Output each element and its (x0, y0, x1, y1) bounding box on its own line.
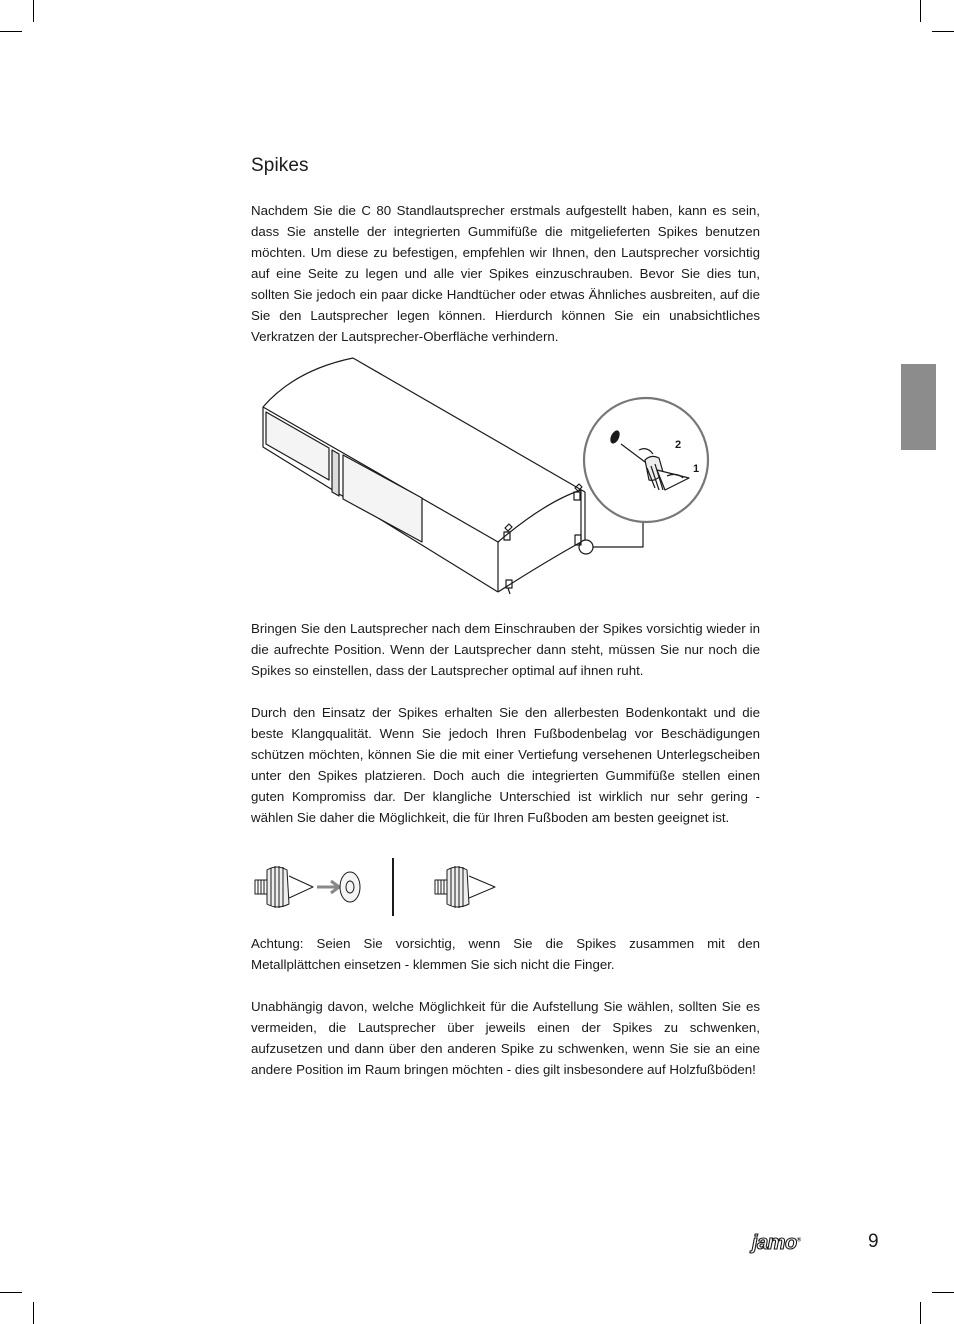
page-number: 9 (868, 1231, 879, 1252)
crop-mark (0, 1292, 22, 1293)
paragraph-intro: Nachdem Sie die C 80 Standlautsprecher erstmals aufgestellt haben, kann es sein, dass Sie anstelle der integrierten Gummifüße die mitgelieferten Spikes benutzen möchten. Um diese zu befestigen, empfehlen wir Ihnen, den Lautsprecher vorsichtig auf eine Seite zu legen und alle vier Spikes einzuschrauben. Bevor Sie dies tun, sollten Sie jedoch ein paar dicke Handtücher oder etwas Ähnliches ausbreiten, auf die Sie den Lautsprecher legen können. Hierdurch können Sie ein unabsichtliches Verkratzen der Lautsprecher-Oberfläche verhindern. (251, 203, 760, 344)
step-label-1: 1 (693, 463, 700, 475)
crop-mark (33, 1302, 34, 1324)
spike-washer-illustration (251, 856, 511, 920)
paragraph-moving: Unabhängig davon, welche Möglichkeit für die Aufstellung Sie wählen, sollten Sie es vermeiden, die Lautsprecher über jeweils einen der Spikes zu schwenken, aufzusetzen und dann über den anderen Spike zu schwenken, wenn Sie sie an eine andere Position im Raum bringen möchten - dies gilt insbesondere auf Holzfußböden! (251, 999, 760, 1077)
crop-mark (920, 0, 921, 22)
paragraph-caution: Achtung: Seien Sie vorsichtig, wenn Sie die Spikes zusammen mit den Metallplättchen einsetzen - klemmen Sie sich nicht die Finger. (251, 936, 760, 972)
paragraph-upright: Bringen Sie den Lautsprecher nach dem Einschrauben der Spikes vorsichtig wieder in die aufrechte Position. Wenn der Lautsprecher dann steht, müssen Sie nur noch die Spikes so einstellen, dass der Lautsprecher optimal auf ihnen ruht. (251, 621, 760, 678)
page-title: Spikes (251, 155, 309, 176)
paragraph-floor-contact: Durch den Einsatz der Spikes erhalten Sie den allerbesten Bodenkontakt und die beste Klangqualität. Wenn Sie jedoch Ihren Fußbodenbelag vor Beschädigungen schützen möchten, können Sie die mit einer Vertiefung versehenen Unterlegscheiben unter den Spikes platzieren. Doch auch die integrierten Gummifüße stellen einen guten Kompromiss dar. Der klangliche Unterschied ist wirklich nur sehr gering - wählen Sie daher die Möglichkeit, die für Ihren Fußboden am besten geeignet ist. (251, 705, 760, 825)
crop-mark (0, 31, 22, 32)
crop-mark (33, 0, 34, 22)
step-label-2: 2 (675, 439, 682, 451)
crop-mark (932, 1292, 954, 1293)
section-tab (901, 364, 936, 450)
crop-mark (920, 1302, 921, 1324)
crop-mark (932, 31, 954, 32)
speaker-illustration (255, 352, 725, 602)
brand-logo: jamo® (752, 1232, 801, 1254)
